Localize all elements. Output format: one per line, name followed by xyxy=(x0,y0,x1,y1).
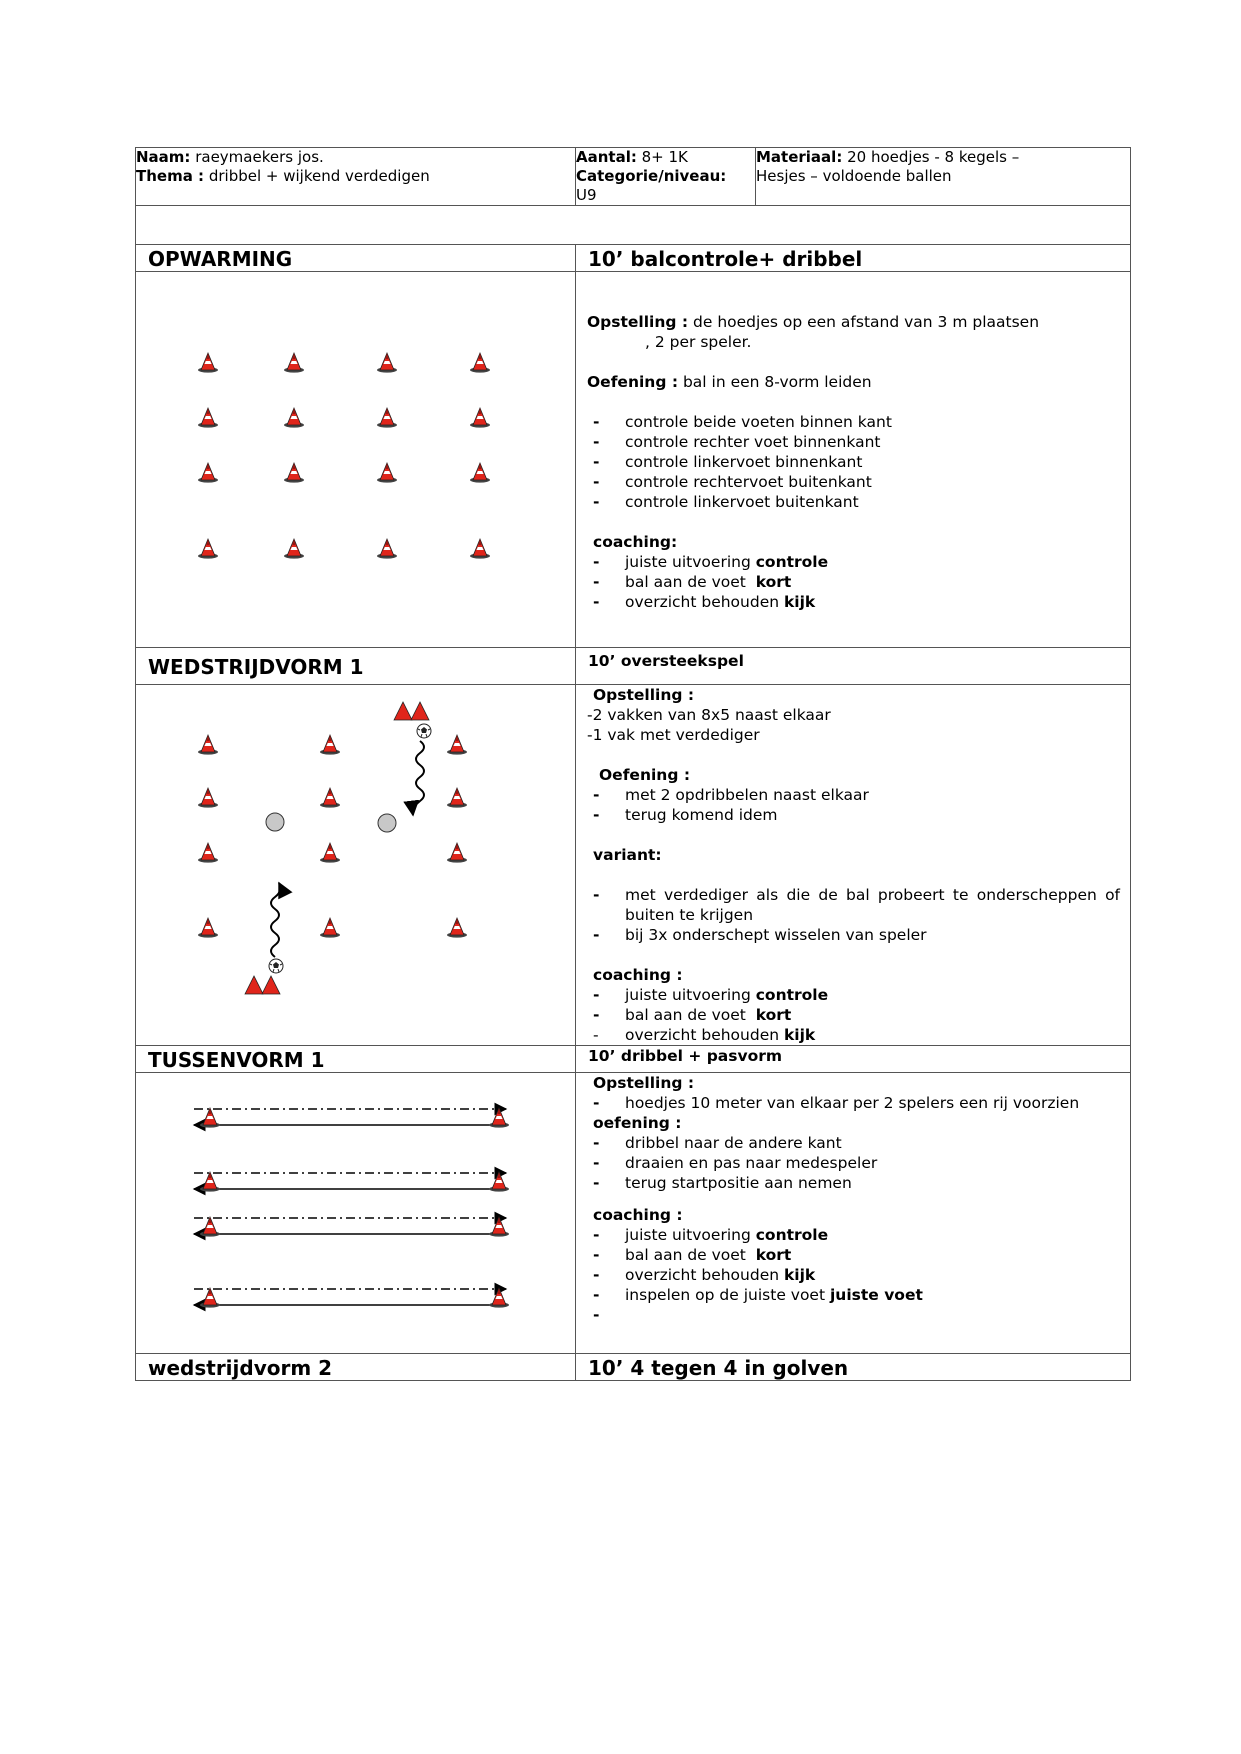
opwarming-title-row xyxy=(136,245,1131,272)
thema-label: Thema : xyxy=(136,167,205,185)
list-item: - controle linkervoet binnenkant xyxy=(593,453,863,471)
coaching-item: - bal aan de voet kort xyxy=(593,1246,792,1264)
list-item: - met 2 opdribbelen naast elkaar xyxy=(593,786,869,804)
tussenvorm1-body-row xyxy=(136,1073,1131,1354)
materiaal-cell xyxy=(756,148,1131,206)
coaching-item: - overzicht behouden kijk xyxy=(593,1026,816,1044)
wedstrijdvorm1-title: WEDSTRIJDVORM 1 xyxy=(136,648,576,685)
dribbel-pas-lanes xyxy=(136,1073,576,1353)
naam-label: Naam: xyxy=(136,148,191,166)
wedstrijdvorm2-title: wedstrijdvorm 2 xyxy=(136,1354,576,1381)
tussenvorm1-diagram xyxy=(136,1073,576,1354)
opwarming-subtitle: 10’ balcontrole+ dribbel xyxy=(576,245,1131,272)
coaching-item: - overzicht behouden kijk xyxy=(593,593,816,611)
thema-value: dribbel + wijkend verdedigen xyxy=(208,167,430,185)
list-item: - controle rechter voet binnenkant xyxy=(593,433,881,451)
list-item-empty: - xyxy=(593,1306,600,1324)
training-plan xyxy=(135,147,1130,1381)
oefening-label: oefening : xyxy=(593,1114,682,1132)
tussenvorm1-title-row xyxy=(136,1046,1131,1073)
oversteekspel-field xyxy=(136,685,576,1045)
list-item: - hoedjes 10 meter van elkaar per 2 spelers een rij voorzien xyxy=(593,1094,1080,1112)
list-item: - controle beide voeten binnen kant xyxy=(593,413,892,431)
list-item: - controle rechtervoet buitenkant xyxy=(593,473,872,491)
materiaal-value-2: Hesjes – voldoende ballen xyxy=(756,167,952,185)
coaching-item: - bal aan de voet kort xyxy=(593,573,792,591)
opwarming-diagram xyxy=(136,272,576,648)
categorie-value: U9 xyxy=(576,186,597,204)
coaching-label: coaching : xyxy=(593,1206,683,1224)
tussenvorm1-title: TUSSENVORM 1 xyxy=(136,1046,576,1073)
opstelling-text: de hoedjes op een afstand van 3 m plaatsen xyxy=(693,313,1040,331)
opwarming-title: OPWARMING xyxy=(136,245,576,272)
wedstrijdvorm1-diagram xyxy=(136,685,576,1046)
wedstrijdvorm1-body-row xyxy=(136,685,1131,1046)
materiaal-label: Materiaal: xyxy=(756,148,843,166)
list-item: - draaien en pas naar medespeler xyxy=(593,1154,878,1172)
oefening-text: bal in een 8-vorm leiden xyxy=(682,373,872,391)
opwarming-body-row xyxy=(136,272,1131,648)
aantal-value: 8+ 1K xyxy=(641,148,688,166)
aantal-cell xyxy=(576,148,756,206)
coaching-label: coaching: xyxy=(593,533,678,551)
oefening-label: Oefening : xyxy=(587,373,679,391)
list-item: - terug komend idem xyxy=(593,806,778,824)
coaching-item: - bal aan de voet kort xyxy=(593,1006,792,1024)
opstelling-line: -2 vakken van 8x5 naast elkaar xyxy=(587,706,831,724)
plan-table xyxy=(135,147,1131,1381)
opwarming-cone-grid xyxy=(136,272,576,647)
wedstrijdvorm2-subtitle: 10’ 4 tegen 4 in golven xyxy=(576,1354,1131,1381)
list-item: - terug startpositie aan nemen xyxy=(593,1174,852,1192)
categorie-label: Categorie/niveau: xyxy=(576,167,727,185)
opwarming-text xyxy=(576,272,1131,648)
wedstrijdvorm1-subtitle: 10’ oversteekspel xyxy=(576,648,1131,685)
coaching-item: - juiste uitvoering controle xyxy=(593,553,829,571)
opstelling-label: Opstelling : xyxy=(587,313,689,331)
header-row xyxy=(136,148,1131,206)
opstelling-label: Opstelling : xyxy=(593,686,695,704)
wedstrijdvorm2-title-row xyxy=(136,1354,1131,1381)
coaching-item: - overzicht behouden kijk xyxy=(593,1266,816,1284)
coaching-item: - inspelen op de juiste voet juiste voet xyxy=(593,1286,923,1304)
spacer-row xyxy=(136,206,1131,245)
oefening-label: Oefening : xyxy=(599,766,691,784)
list-item: - controle linkervoet buitenkant xyxy=(593,493,859,511)
opstelling-line: -1 vak met verdediger xyxy=(587,726,760,744)
materiaal-value: 20 hoedjes - 8 kegels – xyxy=(847,148,1020,166)
tussenvorm1-text xyxy=(576,1073,1131,1354)
list-item: - dribbel naar de andere kant xyxy=(593,1134,842,1152)
tussenvorm1-subtitle: 10’ dribbel + pasvorm xyxy=(576,1046,1131,1073)
wedstrijdvorm1-title-row xyxy=(136,648,1131,685)
opstelling-text-2: , 2 per speler. xyxy=(645,333,752,351)
coaching-item: - juiste uitvoering controle xyxy=(593,1226,829,1244)
aantal-label: Aantal: xyxy=(576,148,637,166)
coaching-label: coaching : xyxy=(593,966,683,984)
opstelling-label: Opstelling : xyxy=(593,1074,695,1092)
naam-value: raeymaekers jos. xyxy=(195,148,324,166)
variant-label: variant: xyxy=(593,846,662,864)
wedstrijdvorm1-text xyxy=(576,685,1131,1046)
list-item: - met verdediger als die de bal probeert te onderscheppen of buiten te krijgen xyxy=(593,886,1121,924)
coaching-item: - juiste uitvoering controle xyxy=(593,986,829,1004)
naam-thema-cell xyxy=(136,148,576,206)
list-item: - bij 3x onderschept wisselen van speler xyxy=(593,926,927,944)
